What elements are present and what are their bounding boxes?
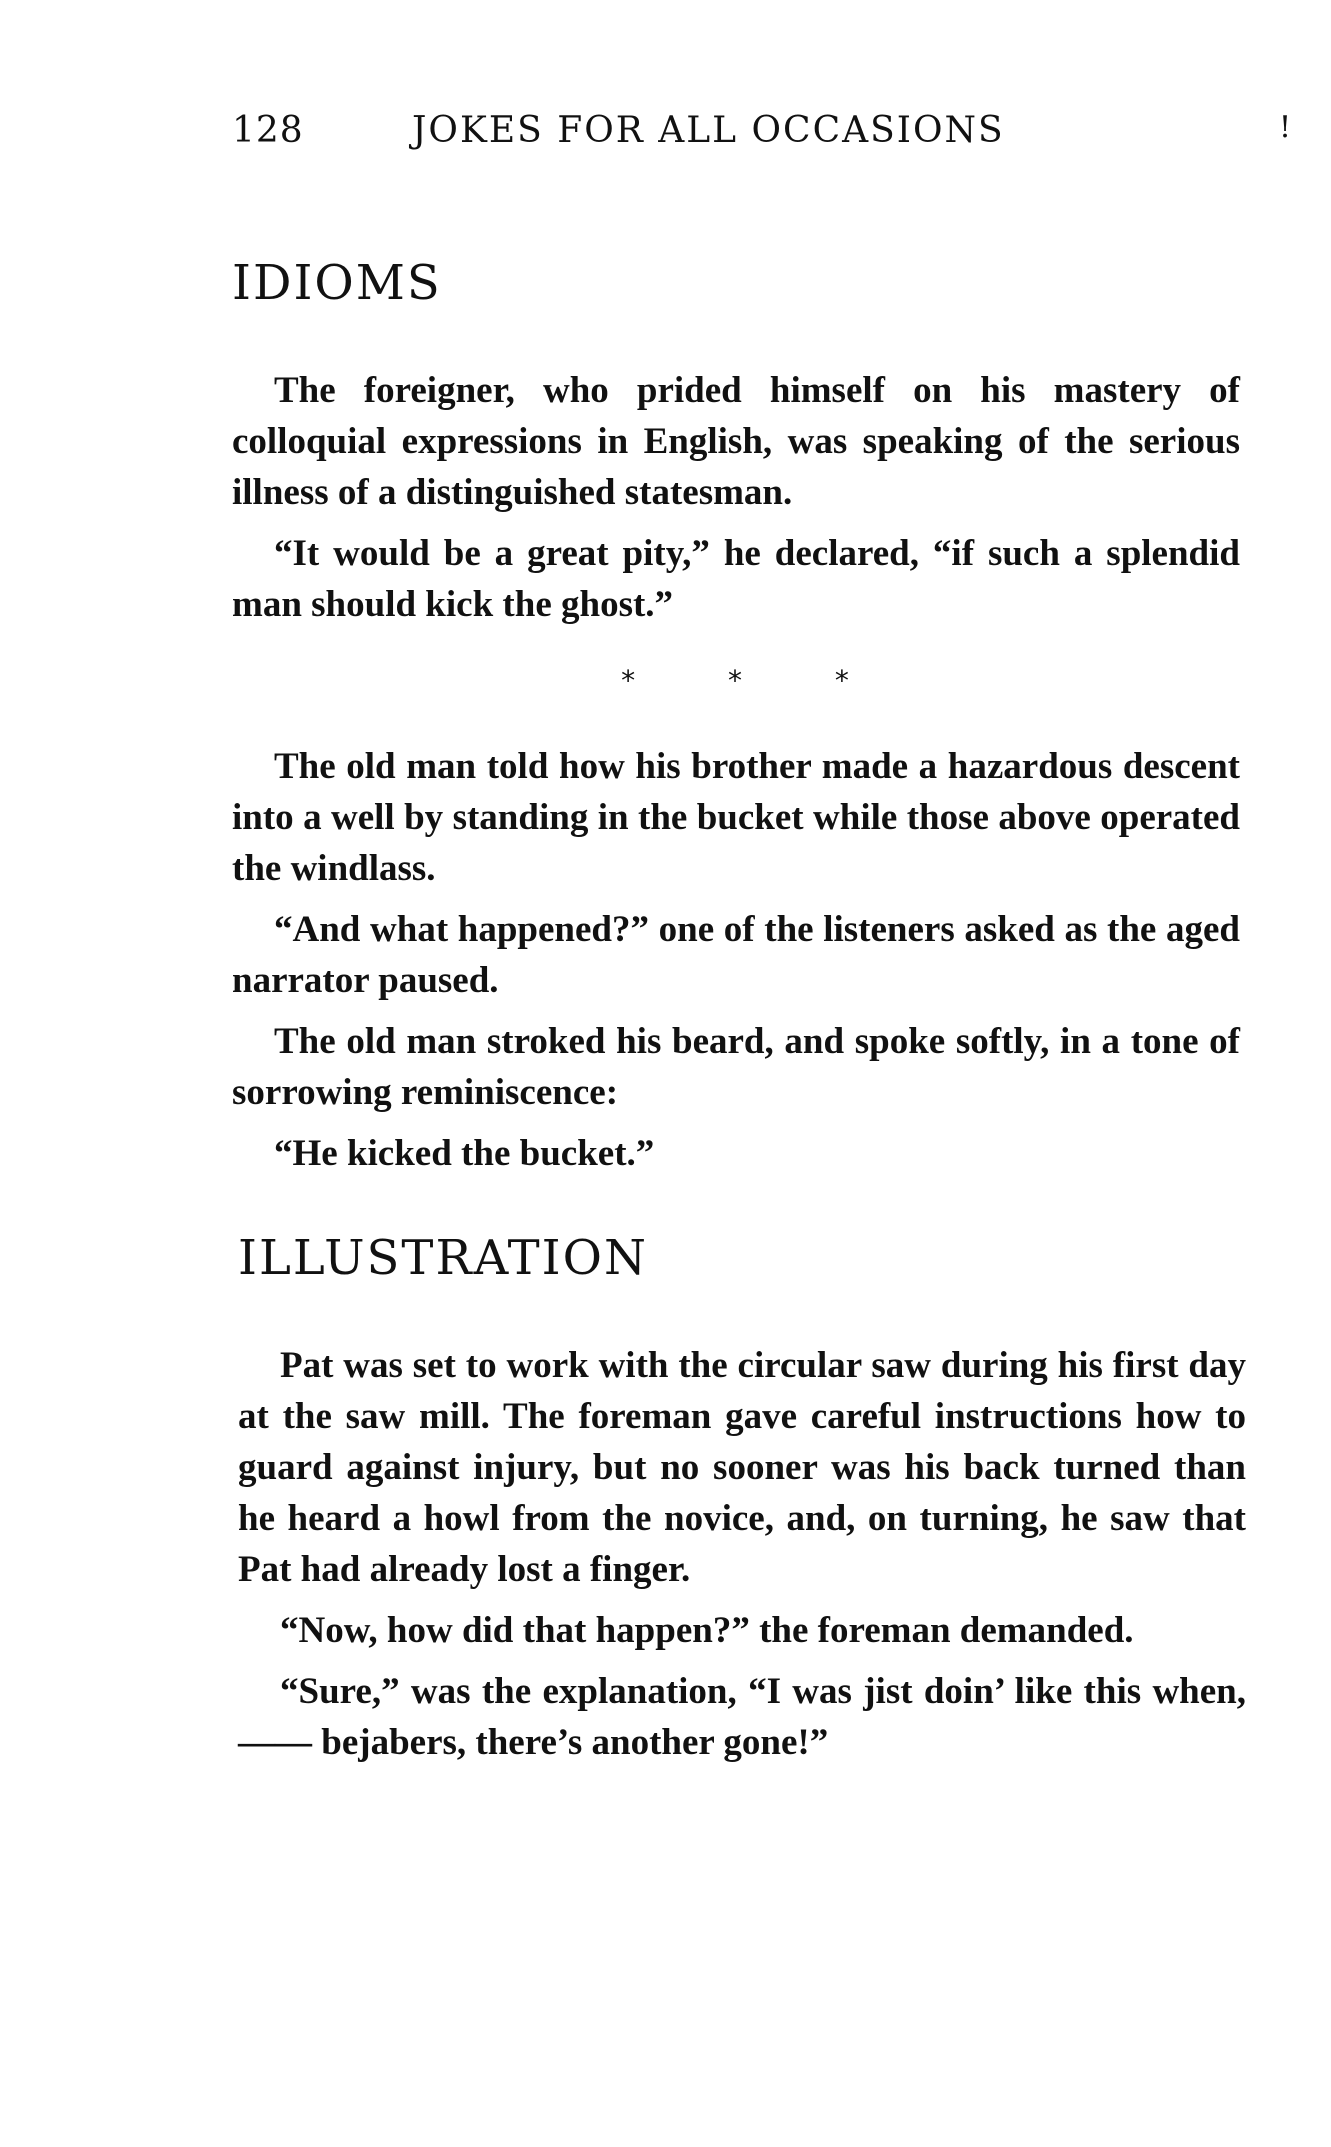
section-break: * * *: [621, 664, 891, 697]
paragraph: “Sure,” was the explanation, “I was jist doin’ like this when, —— bejabers, there’s another gone!”: [238, 1671, 1246, 1763]
paragraph: The foreigner, who prided himself on his mastery of colloquial expressions in English, was speaking of the serious illness of a distinguished statesman.: [232, 370, 1240, 513]
paragraph: Pat was set to work with the circular saw during his first day at the saw mill. The foreman gave careful instructions how to guard against injury, but no sooner was his back turned than he heard a howl from the novice, and, on turning, he saw that Pat had already lost a finger.: [238, 1345, 1246, 1590]
paragraph: “And what happened?” one of the listeners asked as the aged narrator paused.: [232, 909, 1240, 1001]
paragraph: “He kicked the bucket.”: [274, 1133, 655, 1174]
edge-mark: !: [1278, 110, 1292, 145]
section-heading: IDIOMS: [232, 255, 442, 311]
paragraph: “Now, how did that happen?” the foreman demanded.: [280, 1610, 1134, 1651]
section-heading: ILLUSTRATION: [238, 1230, 648, 1286]
running-head: [232, 110, 1292, 160]
page-number: 128: [232, 110, 304, 151]
paragraph: The old man stroked his beard, and spoke softly, in a tone of sorrowing reminiscence:: [232, 1021, 1240, 1113]
paragraph: “It would be a great pity,” he declared, “if such a splendid man should kick the ghost.”: [232, 533, 1240, 625]
paragraph: The old man told how his brother made a hazardous descent into a well by standing in the bucket while those above operated the windlass.: [232, 746, 1240, 889]
section-idioms: [232, 255, 1240, 1189]
running-title: JOKES FOR ALL OCCASIONS: [412, 110, 1005, 151]
section-illustration: [238, 1230, 1246, 1778]
